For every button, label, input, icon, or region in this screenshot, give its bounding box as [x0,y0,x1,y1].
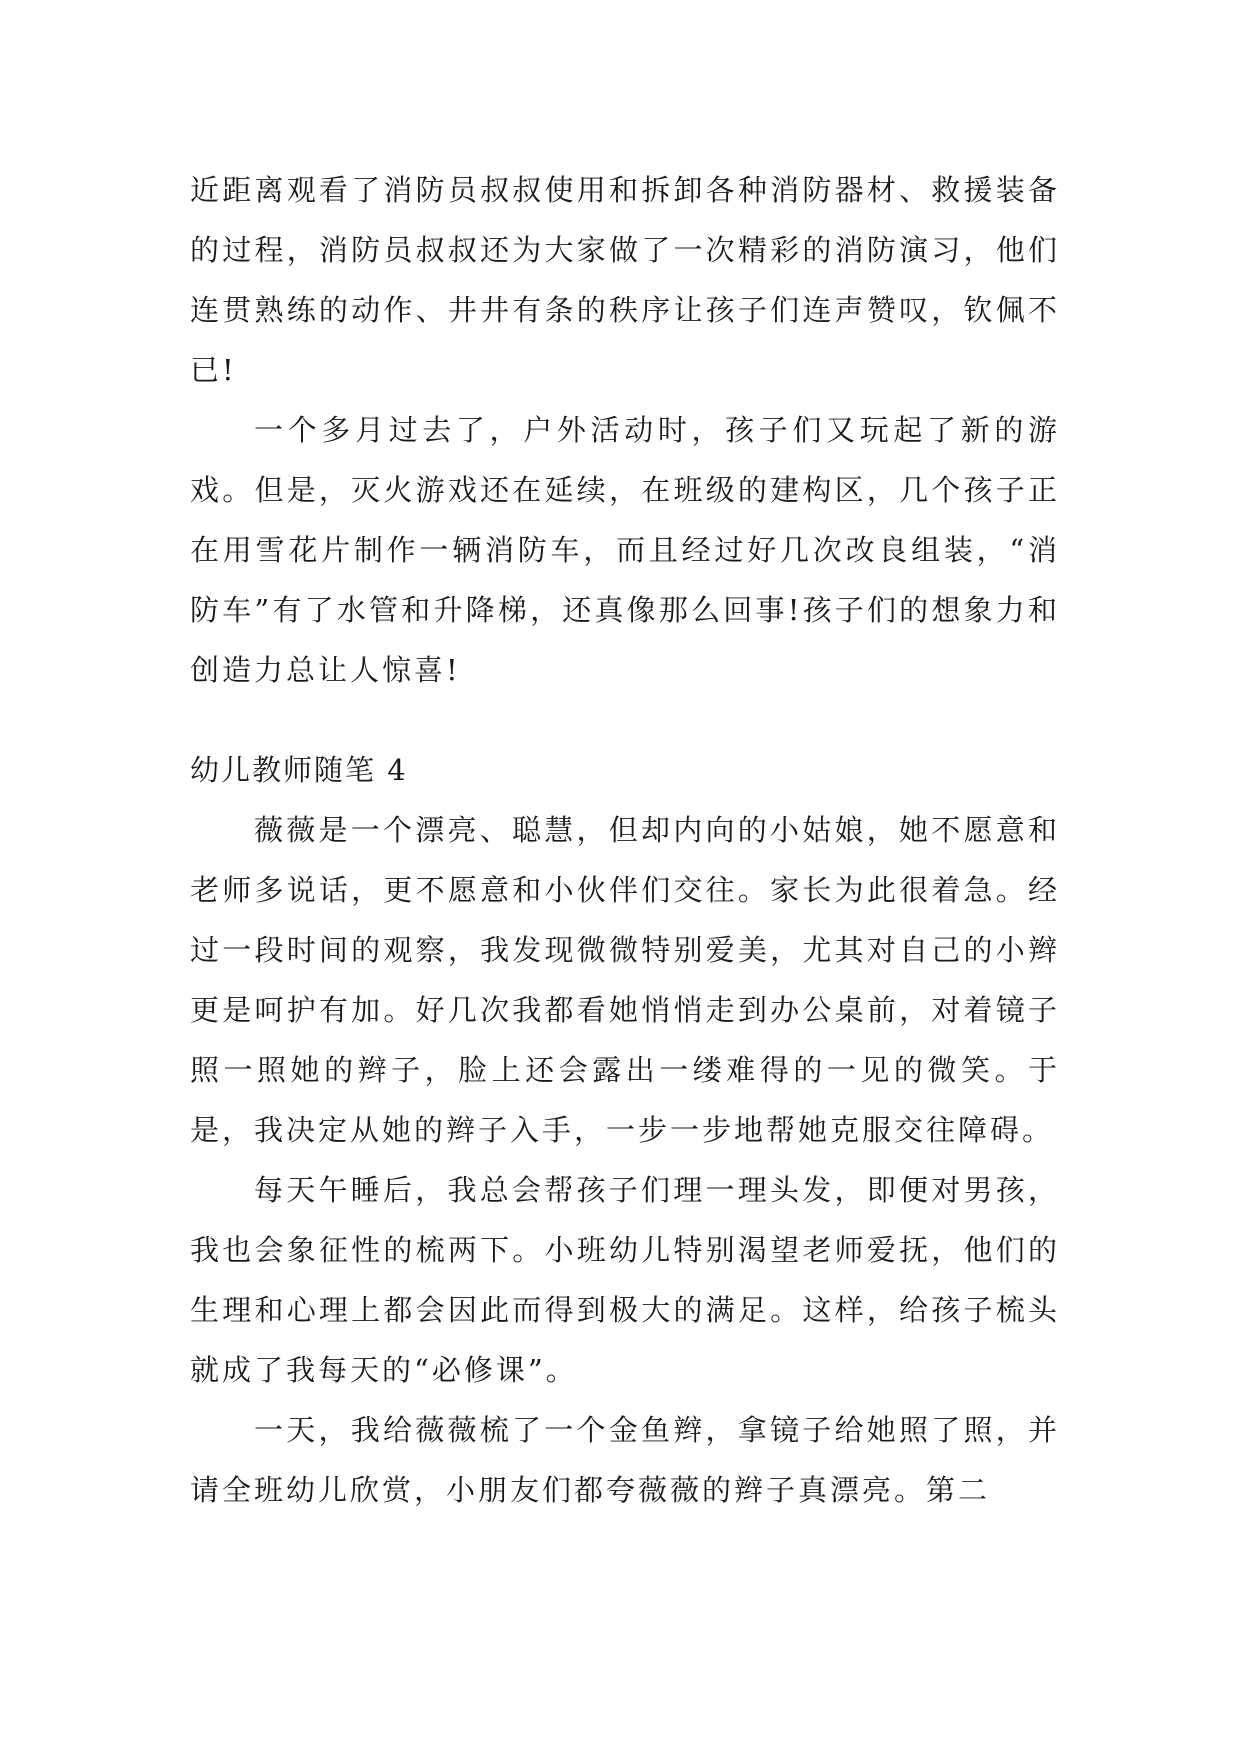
paragraph-1: 近距离观看了消防员叔叔使用和拆卸各种消防器材、救援装备的过程，消防员叔叔还为大家做了一次精彩的消防演习，他们连贯熟练的动作、井井有条的秩序让孩子们连声赞叹，钦佩不已! [190,173,1060,387]
paragraph-5: 一天，我给薇薇梳了一个金鱼辫，拿镜子给她照了照，并请全班幼儿欣赏，小朋友们都夸薇薇的辫子真漂亮。第二 [190,1413,1060,1507]
document-body [190,160,1060,1520]
paragraph-4: 每天午睡后，我总会帮孩子们理一理头发，即便对男孩，我也会象征性的梳两下。小班幼儿特别渴望老师爱抚，他们的生理和心理上都会因此而得到极大的满足。这样，给孩子梳头就成了我每天的“必修课”。 [190,1173,1060,1387]
paragraph-2: 一个多月过去了，户外活动时，孩子们又玩起了新的游戏。但是，灭火游戏还在延续，在班级的建构区，几个孩子正在用雪花片制作一辆消防车，而且经过好几次改良组装，“消防车”有了水管和升降梯，还真像那么回事!孩子们的想象力和创造力总让人惊喜! [190,413,1060,687]
paragraph-3: 薇薇是一个漂亮、聪慧，但却内向的小姑娘，她不愿意和老师多说话，更不愿意和小伙伴们交往。家长为此很着急。经过一段时间的观察，我发现微微特别爱美，尤其对自己的小辫更是呵护有加。好几次我都看她悄悄走到办公桌前，对着镜子照一照她的辫子，脸上还会露出一缕难得的一见的微笑。于是，我决定从她的辫子入手，一步一步地帮她克服交往障碍。 [190,813,1060,1147]
section-title: 幼儿教师随笔 4 [190,753,408,787]
